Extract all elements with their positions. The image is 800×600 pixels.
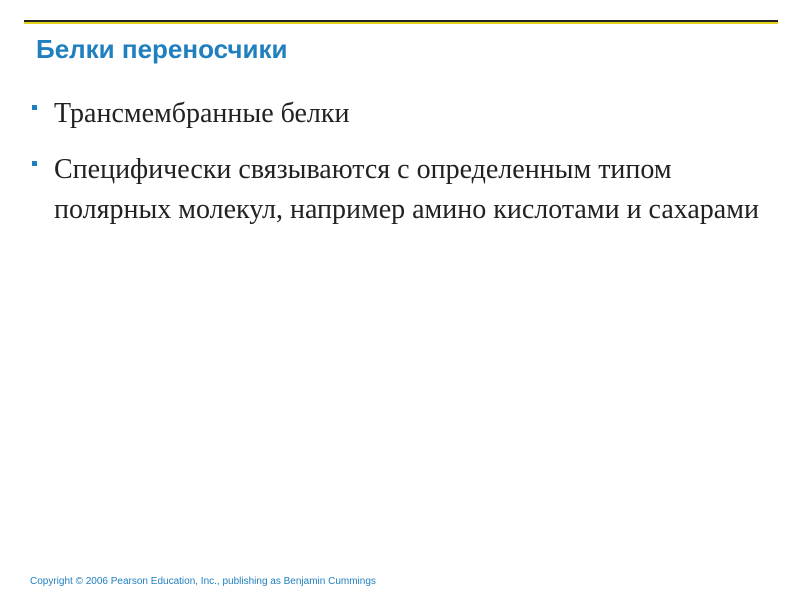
- bullet-item: [30, 150, 770, 230]
- bullet-list: [30, 94, 770, 246]
- square-bullet-icon: [32, 105, 37, 110]
- square-bullet-icon: [32, 161, 37, 166]
- slide-title: Белки переносчики: [36, 34, 288, 64]
- copyright-footer: Copyright © 2006 Pearson Education, Inc., publishing as Benjamin Cummings: [30, 576, 376, 587]
- bullet-text: Специфически связываются с определенным типом полярных молекул, например амино кислотами и сахарами: [54, 154, 759, 225]
- top-rule-yellow: [24, 22, 778, 24]
- bullet-text: Трансмембранные белки: [54, 98, 350, 129]
- bullet-item: [30, 94, 770, 134]
